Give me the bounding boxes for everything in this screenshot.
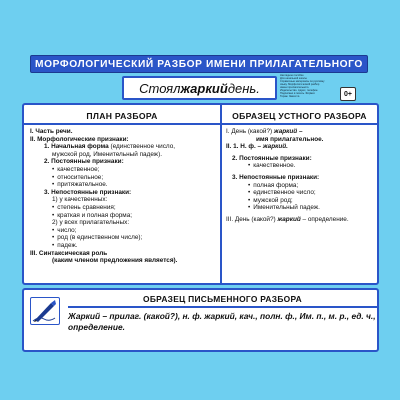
divider [222, 123, 377, 125]
line-emphasis: жаркий [277, 215, 301, 223]
outline-line [30, 219, 216, 227]
outline-line [226, 128, 376, 136]
fine-print-line: Наглядное пособие [280, 74, 304, 77]
line-text: 2) у всех прилагательных: [52, 219, 130, 227]
line-text: • Именительный падеж. [248, 204, 320, 211]
line-text: • качественное; [52, 166, 99, 173]
sentence-after: день. [227, 80, 260, 96]
line-text: III. Синтаксическая роль [30, 249, 108, 257]
line-text: 2. Постоянные признаки: [232, 154, 312, 162]
page-title: МОРФОЛОГИЧЕСКИЙ РАЗБОР ИМЕНИ ПРИЛАГАТЕЛЬНОГО [35, 58, 363, 70]
outline-line [30, 250, 216, 258]
written-sample-text: Жаркий – прилаг. (какой?), н. ф. жаркий, кач., полн. ф., Им. п., м. р., ед. ч., определение. [68, 311, 376, 332]
outline-line [30, 196, 216, 204]
fine-print-line: Издательство. Адрес, телефон. [280, 89, 319, 92]
outline-line [30, 189, 216, 197]
oral-column [226, 128, 376, 224]
outline-line [30, 174, 216, 182]
publisher-info [280, 74, 336, 104]
outline-line [30, 204, 216, 212]
outline-line [30, 212, 216, 220]
line-text: 2. Постоянные признаки: [44, 158, 124, 166]
fine-print-line: Подписано в печать. Формат. [280, 92, 316, 95]
outline-line [30, 143, 216, 151]
line-text: • число; [52, 227, 76, 234]
line-emphasis: (единственное число, [108, 143, 176, 151]
line-text: • род (в единственном числе); [52, 234, 142, 241]
outline-line [226, 155, 376, 163]
fine-print-line: Тираж. Заказ №. [280, 95, 301, 98]
written-header: ОБРАЗЕЦ ПИСЬМЕННОГО РАЗБОРА [143, 294, 302, 304]
line-text: III. День (какой?) [226, 215, 278, 223]
outline-line [226, 182, 376, 190]
outline-line [30, 257, 216, 265]
outline-line [226, 174, 376, 182]
outline-line [30, 181, 216, 189]
line-text: • степень сравнения; [52, 204, 116, 211]
title-banner [30, 55, 368, 73]
sentence-before: Стоял [139, 80, 181, 96]
outline-line [30, 227, 216, 235]
line-text: • единственное число; [248, 189, 316, 196]
line-text: 3. Непостоянные признаки: [44, 188, 132, 196]
fine-print-line: языку. Морфологический разбор [280, 83, 320, 86]
divider [24, 123, 220, 125]
line-text: • краткая и полная форма; [52, 212, 132, 219]
outline-line [226, 204, 376, 212]
line-suffix: – определение. [300, 215, 349, 223]
plan-header: ПЛАН РАЗБОРА [86, 110, 158, 121]
pen-nib-icon [30, 297, 60, 325]
outline-line [30, 136, 216, 144]
parsing-table [22, 103, 379, 285]
line-emphasis: жаркий. [262, 143, 288, 151]
line-text: • относительное; [52, 174, 103, 181]
divider [68, 306, 377, 308]
line-text: • качественное. [248, 162, 295, 169]
line-text: II. Морфологические признаки: [30, 135, 129, 143]
outline-line [30, 158, 216, 166]
outline-line [30, 166, 216, 174]
age-rating-badge: 0+ [340, 87, 356, 101]
outline-line [30, 242, 216, 250]
plan-column [30, 128, 216, 265]
line-emphasis: жаркий – [273, 128, 303, 135]
oral-header: ОБРАЗЕЦ УСТНОГО РАЗБОРА [232, 110, 367, 121]
outline-line [226, 189, 376, 197]
outline-line [30, 151, 216, 159]
line-text: II. 1. Н. ф. – [226, 143, 263, 151]
line-text: I. Часть речи. [30, 128, 73, 135]
line-text: • притяжательное. [52, 181, 108, 188]
column-divider [220, 105, 222, 283]
fine-print-line: Для начальной школы [280, 77, 307, 80]
line-text: • полная форма; [248, 182, 298, 189]
line-text: • падеж. [52, 242, 78, 249]
example-sentence [122, 76, 277, 100]
outline-line [226, 162, 376, 170]
line-text: • мужской род; [248, 197, 293, 204]
line-text: I. День (какой?) [226, 128, 274, 135]
outline-line [226, 216, 376, 224]
outline-line [226, 143, 376, 151]
line-text: (каким членом предложения является). [52, 257, 178, 265]
line-text: 3. Непостоянные признаки: [232, 173, 320, 181]
written-sample-panel [22, 288, 379, 352]
line-text: мужской род, Именительный падеж). [52, 150, 162, 158]
outline-line [30, 234, 216, 242]
outline-line [30, 128, 216, 136]
sentence-highlight: жаркий [180, 80, 228, 96]
line-text: 1) у качественных: [52, 196, 108, 204]
fine-print-line: имени прилагательного. [280, 86, 310, 89]
fine-print-line: Справочные материалы по русскому [280, 80, 325, 83]
line-text: имя прилагательное. [256, 135, 324, 143]
line-text: 1. Начальная форма [44, 143, 109, 151]
